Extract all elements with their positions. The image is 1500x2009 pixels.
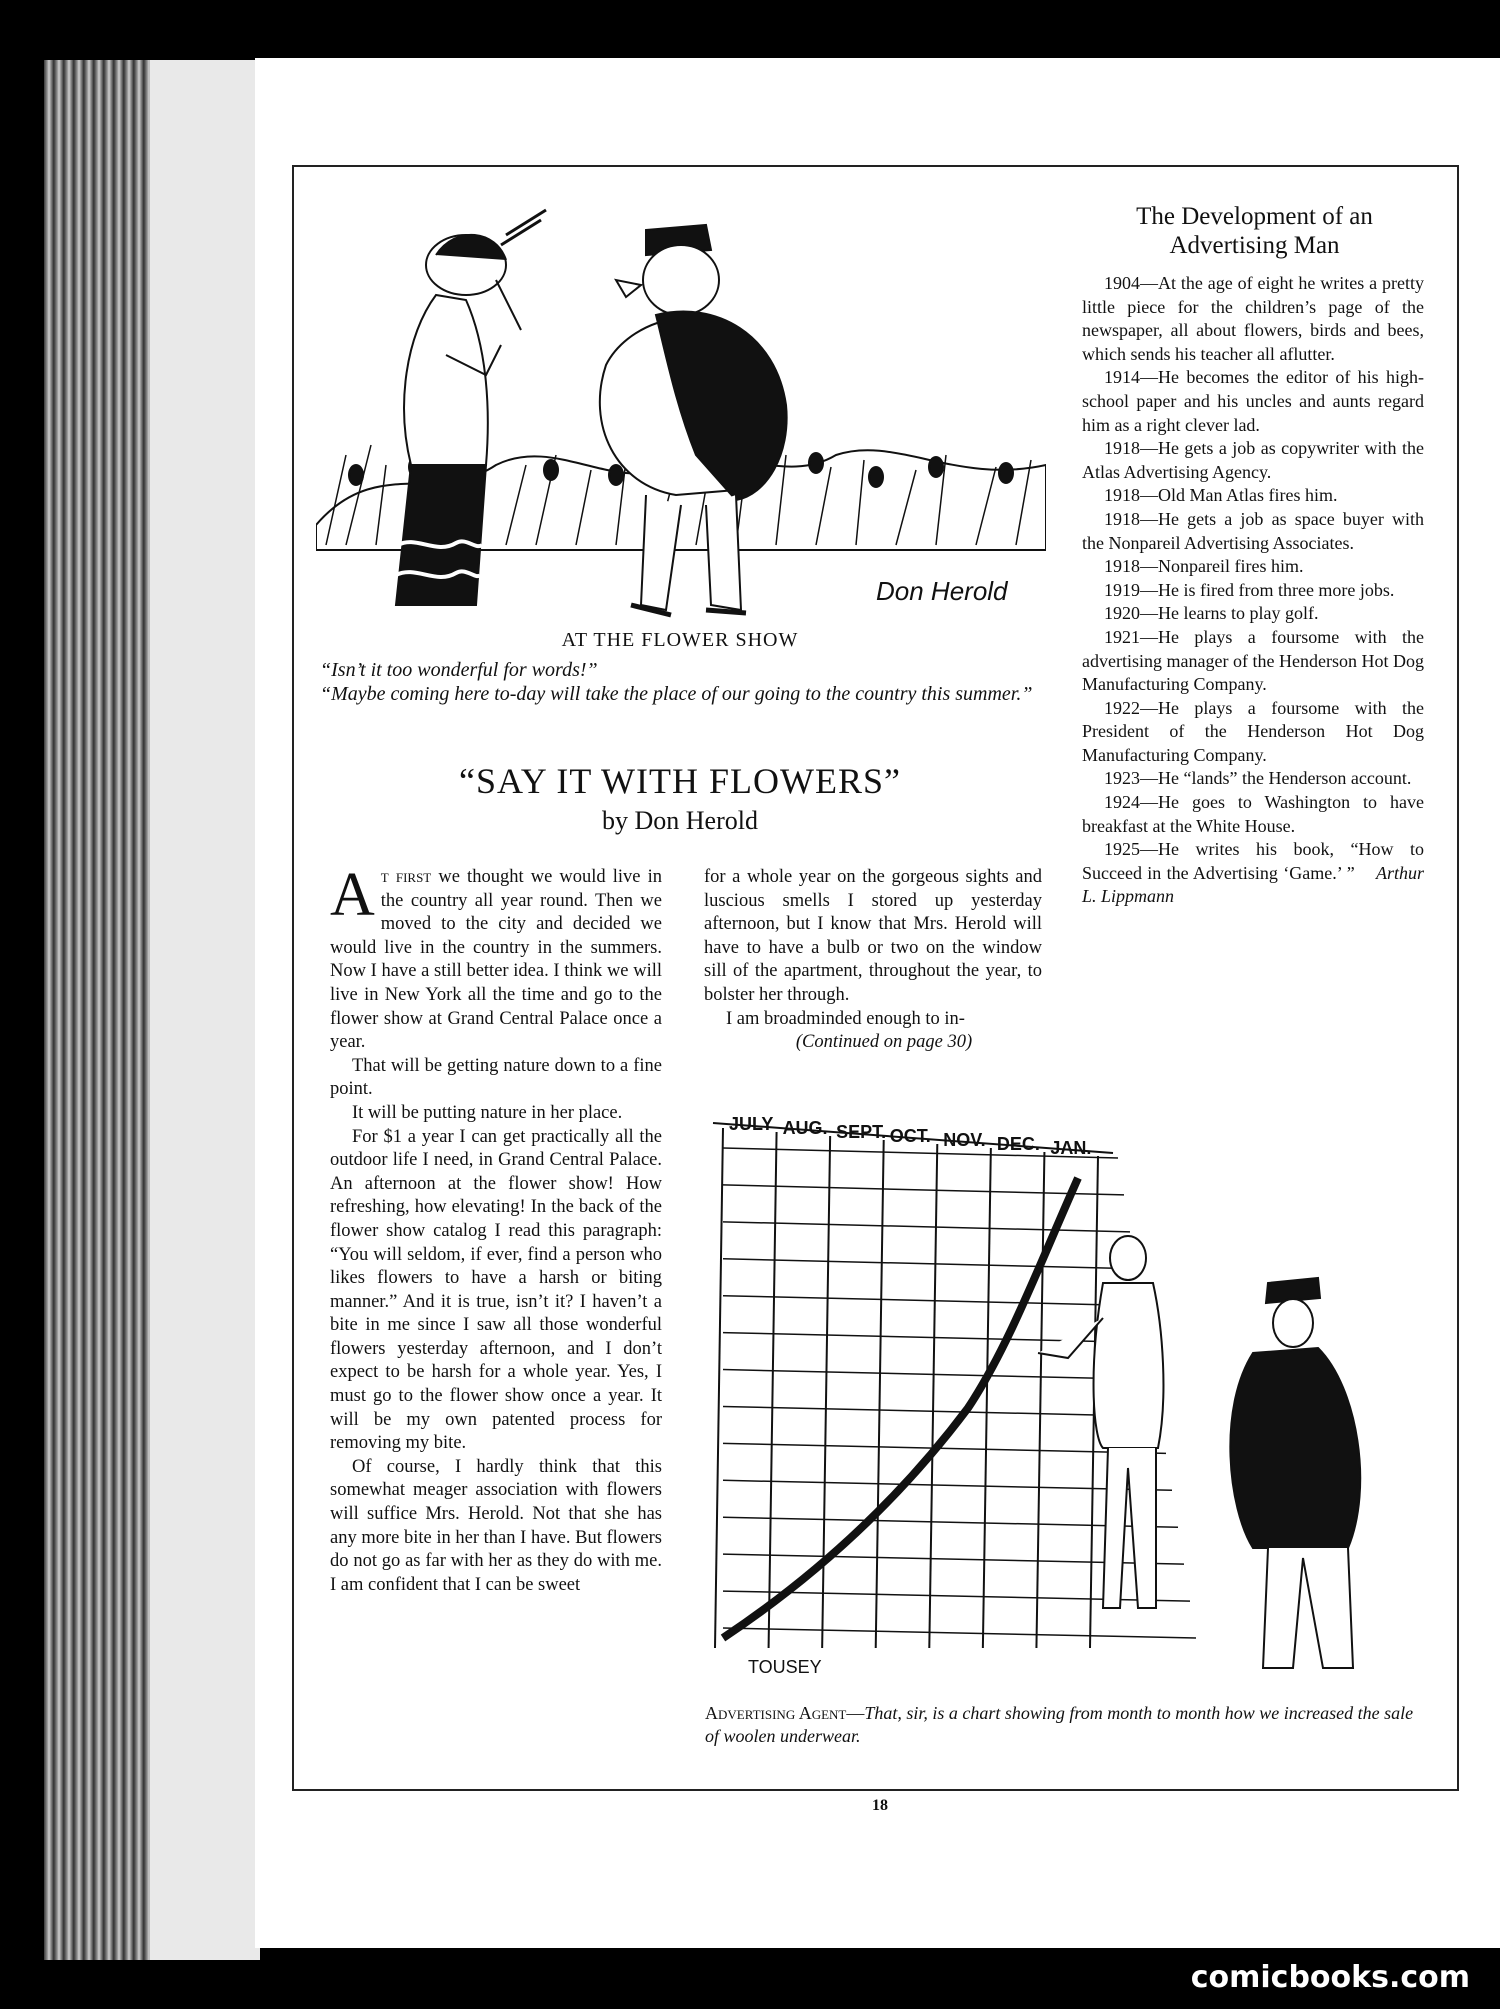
chart-gridline-horizontal: [723, 1222, 1130, 1232]
article-paragraph: for a whole year on the gorgeous sights and luscious smells I stored up yesterday afternoon, but I know that Mrs. Herold will have to have a bulb or two on the window sill of the apartment, throughout the year, to bolster her through.: [704, 867, 1042, 1005]
timeline-entry: 1924—He goes to Washington to have breakfast at the White House.: [1082, 792, 1424, 836]
sidebar-title: The Development of an Advertising Man: [1136, 203, 1373, 259]
flower-show-caption: [320, 628, 1040, 706]
lead-smallcaps: t first: [380, 867, 432, 887]
sales-chart-cartoon: [708, 1108, 1428, 1698]
cartoon-signature: Don Herold: [876, 576, 1008, 606]
chart-gridline-vertical: [983, 1148, 991, 1648]
caption-quote-1: “Isn’t it too wonderful for words!”: [320, 659, 598, 681]
timeline-entry: 1920—He learns to play golf.: [1104, 603, 1319, 624]
watermark: comicbooks.com: [1190, 1960, 1470, 1995]
article-paragraph: For $1 a year I can get practically all the outdoor life I need, in Grand Central Palace. An afternoon at the flower show! How refreshing, how elevating! In the back of the flower show catalog I read this paragraph: “You will seldom, if ever, find a person who likes flowers to have a harsh or biting manner.” And it is true, isn’t it? I haven’t a bite in me since I saw all those wonderful flowers yesterday afternoon, and I don’t expect to be harsh for a whole year. Yes, I must go to the flower show once a year. It will be my own patented process for removing my bite.: [330, 1126, 662, 1454]
caption-speaker: Advertising Agent—: [705, 1703, 865, 1723]
timeline-entry: 1918—Old Man Atlas fires him.: [1104, 485, 1338, 506]
article-headline: “SAY IT WITH FLOWERS”: [459, 761, 901, 801]
sidebar-author: Arthur L. Lippmann: [1082, 862, 1425, 907]
article-paragraph: I am broadminded enough to in-: [726, 1008, 965, 1029]
flower-show-cartoon: [316, 205, 1046, 620]
chart-month-label: OCT.: [889, 1126, 931, 1146]
chart-month-label: AUG.: [782, 1118, 828, 1138]
chart-month-label: SEPT.: [836, 1122, 887, 1142]
article-paragraph: That will be getting nature down to a fine point.: [330, 1055, 662, 1100]
timeline-entry: 1918—He gets a job as space buyer with the Nonpareil Advertising Associates.: [1082, 508, 1424, 553]
timeline-entry-text: 1925—He writes his book, “How to Succeed in the Advertising ‘Game.’ ”: [1082, 839, 1424, 883]
timeline-entry: [1082, 838, 1424, 909]
book-page-stack: [150, 60, 260, 1960]
book-page-edges: [44, 60, 162, 1960]
continued-note: (Continued on page 30): [795, 1032, 973, 1053]
article-paragraph: [330, 861, 663, 1055]
chart-gridline-horizontal: [723, 1259, 1136, 1269]
chart-gridline-horizontal: [723, 1370, 1154, 1380]
chart-gridline-horizontal: [723, 1296, 1142, 1306]
chart-month-label: JULY: [729, 1114, 774, 1134]
timeline-entry: 1921—He plays a foursome with the advertising manager of the Henderson Hot Dog Manufacturing Company.: [1082, 626, 1424, 695]
chart-month-label: DEC.: [996, 1134, 1040, 1154]
page-number: 18: [872, 1797, 888, 1814]
timeline-entry: 1922—He plays a foursome with the President of the Henderson Hot Dog Manufacturing Company.: [1082, 697, 1424, 765]
chart-gridline-vertical: [715, 1128, 723, 1648]
timeline-entry: 1918—He gets a job as copywriter with the Atlas Advertising Agency.: [1082, 438, 1424, 482]
chart-gridline-vertical: [876, 1140, 884, 1648]
timeline-entry: 1918—Nonpareil fires him.: [1104, 556, 1304, 577]
timeline-entry: 1923—He “lands” the Henderson account.: [1104, 768, 1412, 789]
chart-month-label: NOV.: [943, 1130, 986, 1150]
timeline-entry: 1914—He becomes the editor of his high-school paper and his uncles and aunts regard him as a right clever lad.: [1082, 367, 1424, 435]
chart-gridline-vertical: [822, 1136, 830, 1648]
chart-caption: [705, 1702, 1430, 1748]
drop-cap: A: [330, 861, 375, 929]
caption-quote-2: “Maybe coming here to-day will take the place of our going to the country this summer.”: [320, 683, 1033, 705]
chart-signature: TOUSEY: [748, 1657, 822, 1677]
article-paragraph: It will be putting nature in her place.: [352, 1102, 623, 1123]
sidebar-timeline: [1082, 272, 1424, 909]
chart-gridline-horizontal: [723, 1480, 1172, 1490]
article-column-1: [330, 861, 663, 1597]
article-text: we thought we would live in the country all year round. Then we moved to the city and decided we would live in the country in the summers. Now I have a still better idea. I think we will live in New York all the time and go to the flower show at Grand Central Palace once a year.: [330, 867, 663, 1053]
caption-title: AT THE FLOWER SHOW: [561, 629, 799, 651]
article-column-2: [704, 866, 1042, 1055]
chart-gridline-horizontal: [723, 1628, 1196, 1638]
chart-gridline-vertical: [1036, 1152, 1044, 1648]
article-byline: by Don Herold: [602, 806, 758, 835]
chart-month-label: JAN.: [1050, 1138, 1092, 1158]
caption-text: That, sir, is a chart showing from month to month how we increased the sale of woolen underwear.: [705, 1703, 1414, 1746]
chart-gridline-horizontal: [723, 1185, 1124, 1195]
article-paragraph: Of course, I hardly think that this somewhat meager association with flowers will suffice Mrs. Herold. Not that she has any more bite in her than I have. But flowers do not go as far with her as they do with me. I am confident that I can be sweet: [330, 1456, 662, 1595]
chart-gridline-vertical: [929, 1144, 937, 1648]
chart-gridline-vertical: [769, 1132, 777, 1648]
timeline-entry: 1919—He is fired from three more jobs.: [1104, 579, 1395, 600]
chart-gridline-horizontal: [723, 1443, 1166, 1453]
timeline-entry: 1904—At the age of eight he writes a pretty little piece for the children’s page of the newspaper, all about flowers, birds and bees, which sends his teacher all aflutter.: [1082, 273, 1424, 364]
